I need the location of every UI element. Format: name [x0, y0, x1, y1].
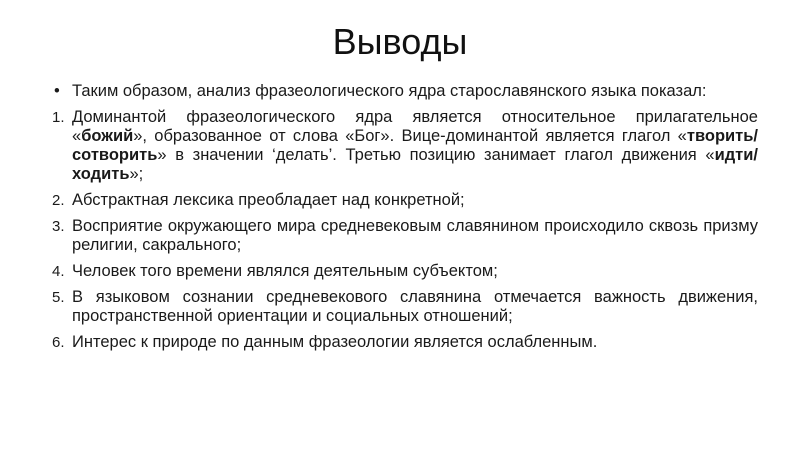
list-item-number: 2. [52, 192, 65, 209]
list-item [52, 262, 758, 281]
list-item-number: 1. [52, 109, 65, 126]
list-item [52, 333, 758, 352]
text-segment: »; [129, 165, 144, 183]
list-item-text: В языковом сознании средневекового славянина отмечается важность движения, пространственной ориентации и социальных отношений; [72, 288, 758, 325]
list-item-text [72, 108, 758, 183]
text-segment: Доминантой фразеологического ядра является относительное прилагательное « [72, 108, 758, 145]
text-segment: », образованное от слова «Бог». Вице-доминантой является глагол « [133, 127, 687, 145]
list-item [52, 288, 758, 326]
intro-paragraph [52, 82, 758, 101]
conclusions-list [52, 108, 758, 352]
list-item [52, 108, 758, 184]
list-item-text: Интерес к природе по данным фразеологии является ослабленным. [72, 333, 598, 351]
bold-term: идти/ходить [72, 146, 758, 183]
list-item [52, 217, 758, 255]
slide-title: Выводы [332, 21, 468, 62]
bullet-icon: • [54, 82, 60, 100]
list-item [52, 191, 758, 210]
list-item-number: 6. [52, 334, 65, 351]
list-item-text: Абстрактная лексика преобладает над конкретной; [72, 191, 465, 209]
list-item-number: 4. [52, 263, 65, 280]
bold-term: творить/сотворить [72, 127, 758, 164]
slide-body [52, 82, 758, 359]
intro-text: Таким образом, анализ фразеологического ядра старославянского языка показал: [72, 82, 707, 100]
list-item-number: 5. [52, 289, 65, 306]
list-item-text: Человек того времени являлся деятельным субъектом; [72, 262, 498, 280]
list-item-number: 3. [52, 218, 65, 235]
list-item-text: Восприятие окружающего мира средневековым славянином происходило сквозь призму религии, сакрального; [72, 217, 758, 254]
bold-term: божий [81, 127, 134, 145]
text-segment: » в значении ‘делать’. Третью позицию занимает глагол движения « [157, 146, 715, 164]
